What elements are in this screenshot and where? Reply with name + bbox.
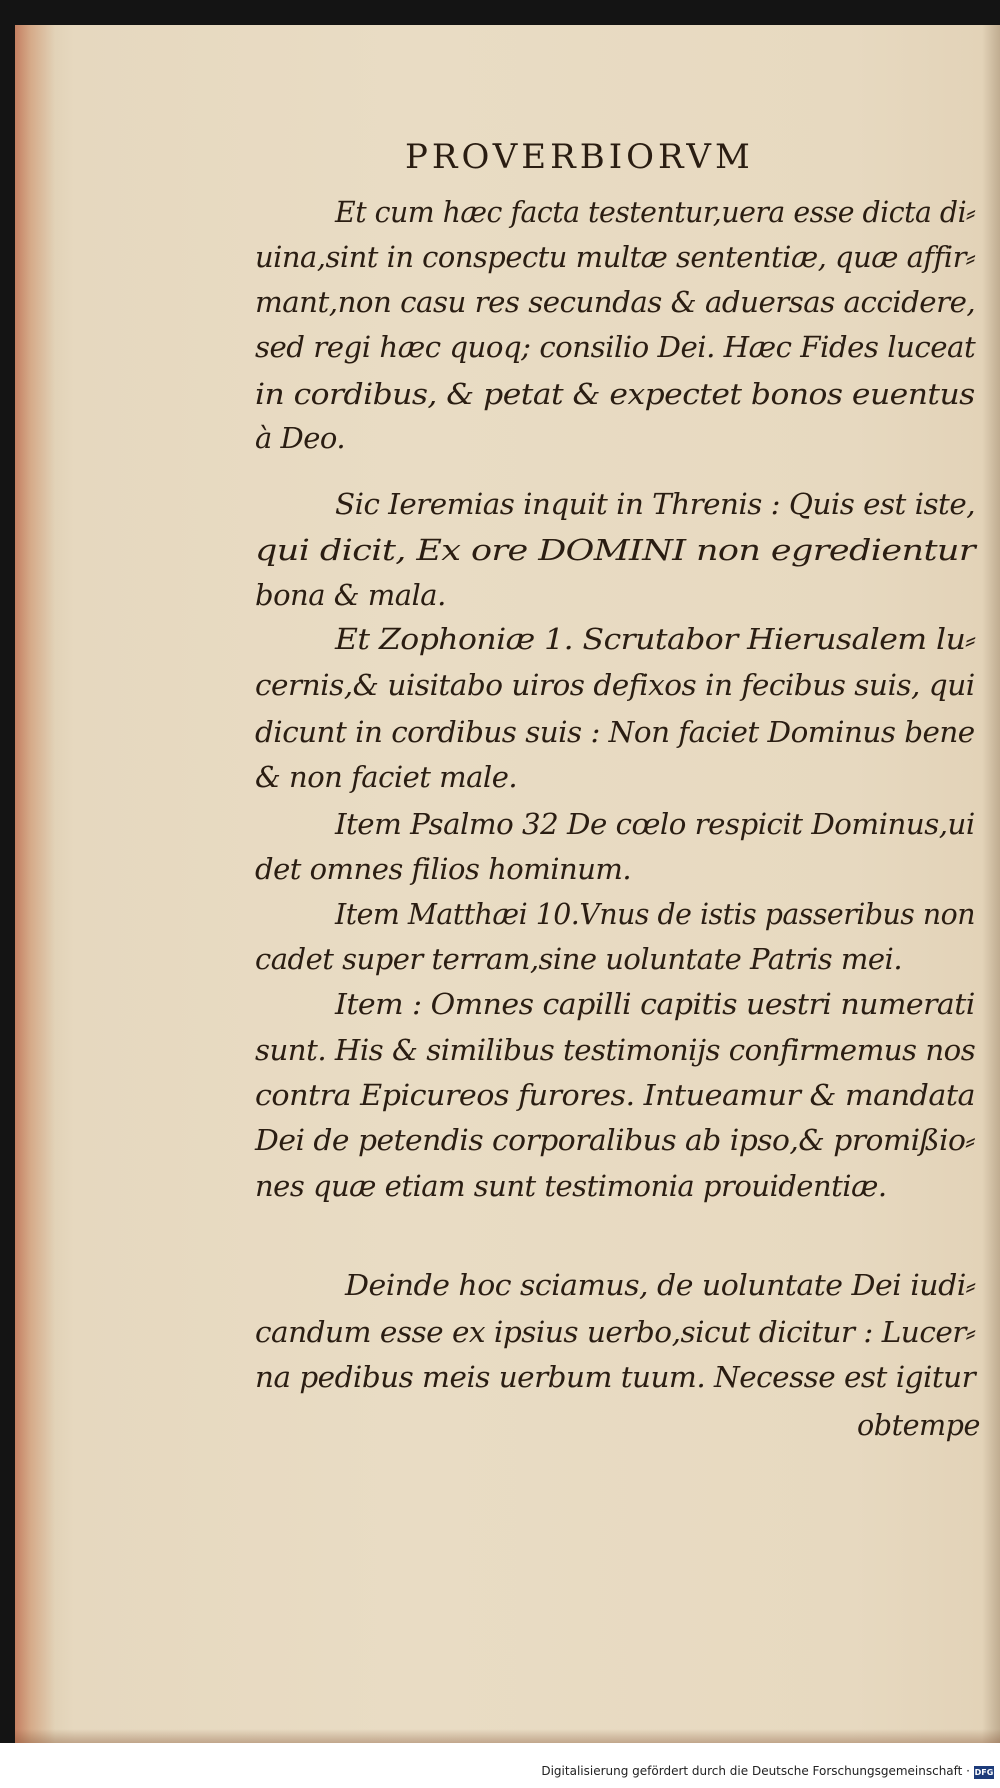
book-page [15, 25, 1000, 1743]
text-line: cadet super terram,sine uoluntate Patris mei. [255, 942, 903, 976]
text-line: Deinde hoc sciamus, de uoluntate Dei iudi⸗ [345, 1268, 976, 1302]
text-line: contra Epicureos furores. Intueamur & mandata [255, 1078, 975, 1112]
text-line: dicunt in cordibus suis : Non faciet Dominus bene [255, 715, 975, 749]
text-line: à Deo. [255, 421, 346, 455]
text-line: mant,non casu res secundas & aduersas accidere, [255, 285, 976, 319]
text-line: candum esse ex ipsius uerbo,sicut dicitur : Lucer⸗ [255, 1315, 976, 1349]
page-edge-shadow [982, 25, 1000, 1743]
footer-bar [0, 1743, 1000, 1788]
text-line: bona & mala. [255, 578, 446, 612]
text-line: qui dicit, Ex ore DOMINI non egredientur [255, 533, 975, 567]
text-line: sed regi hæc quoq; consilio Dei. Hæc Fides luceat [255, 330, 976, 364]
page-bottom-shadow [15, 1729, 1000, 1743]
text-line: uina,sint in conspectu multæ sententiæ, quæ affir⸗ [255, 240, 976, 274]
running-head: PROVERBIORVM [405, 137, 754, 177]
text-line: Item Psalmo 32 De cœlo respicit Dominus,ui [335, 807, 975, 841]
text-line: obtempe [857, 1408, 980, 1442]
text-line: Et cum hæc facta testentur,uera esse dicta di⸗ [335, 195, 976, 229]
text-line: in cordibus, & petat & expectet bonos euentus [255, 377, 975, 411]
text-line: sunt. His & similibus testimonijs confirmemus nos [255, 1033, 976, 1067]
text-line: nes quæ etiam sunt testimonia prouidentiæ. [255, 1169, 887, 1203]
digitization-credit: Digitalisierung gefördert durch die Deutsche Forschungsgemeinschaft · [541, 1764, 970, 1778]
text-line: Sic Ieremias inquit in Threnis : Quis est iste, [335, 487, 976, 521]
dfg-logo: DFG [974, 1768, 994, 1777]
text-line: Item Matthæi 10.Vnus de istis passeribus non [335, 897, 976, 931]
text-line: Et Zophoniæ 1. Scrutabor Hierusalem lu⸗ [335, 622, 976, 656]
text-line: & non faciet male. [255, 760, 518, 794]
text-line: na pedibus meis uerbum tuum. Necesse est igitur [255, 1360, 976, 1394]
text-line: Item : Omnes capilli capitis uestri numerati [335, 987, 975, 1021]
text-line: cernis,& uisitabo uiros defixos in fecibus suis, qui [255, 668, 975, 702]
page-edge-stain [15, 25, 55, 1743]
text-line: Dei de petendis corporalibus ab ipso,& promißio⸗ [255, 1123, 975, 1157]
text-line: det omnes filios hominum. [255, 852, 632, 886]
